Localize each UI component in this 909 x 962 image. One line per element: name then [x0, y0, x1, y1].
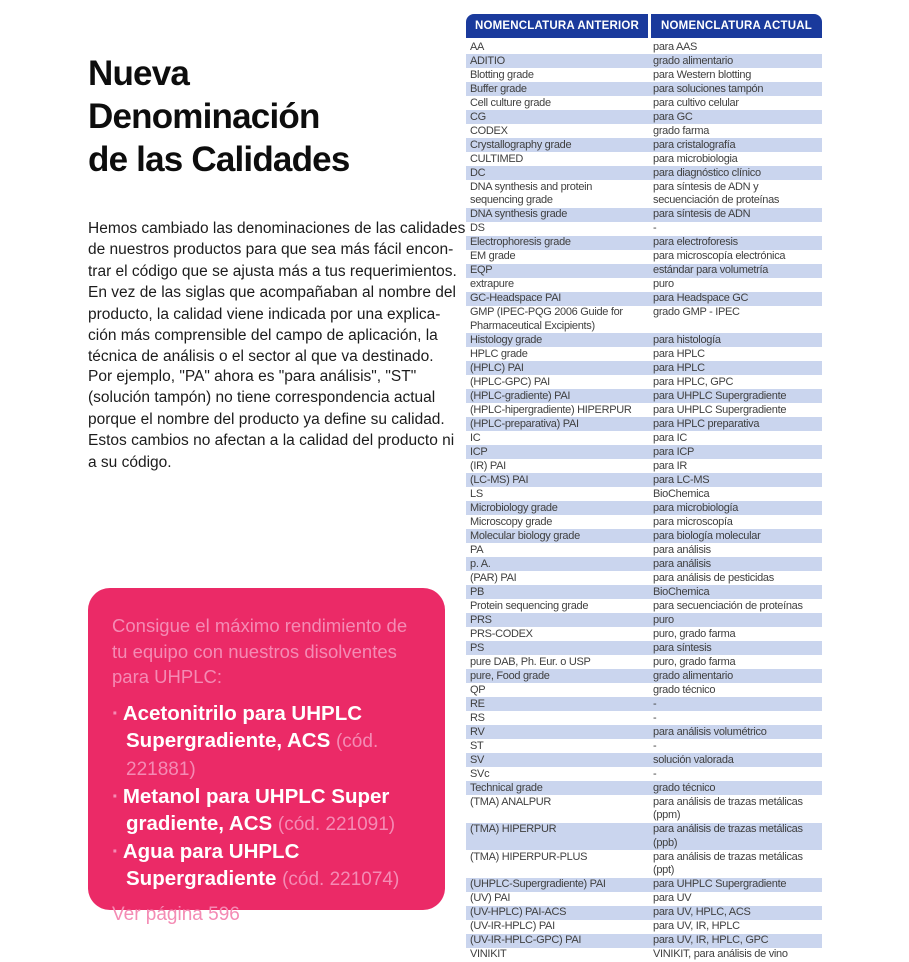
table-row [466, 250, 822, 264]
cell-nomenclatura-actual: para Headspace GC [653, 292, 749, 304]
cell-nomenclatura-actual: - [653, 697, 657, 710]
cell-nomenclatura-anterior: (TMA) HIPERPUR [470, 823, 557, 835]
table-row [466, 347, 822, 361]
table-row [466, 473, 822, 487]
table-row [466, 501, 822, 515]
cell-nomenclatura-actual: para IC [653, 431, 687, 444]
intro-paragraph [88, 218, 465, 368]
table-row [466, 487, 822, 501]
cell-nomenclatura-anterior: QP [470, 683, 486, 696]
cell-nomenclatura-actual: - [653, 739, 657, 752]
cell-nomenclatura-actual: para microscopía [653, 515, 733, 528]
table-row [466, 795, 822, 823]
promo-intro-line: para UHPLC: [112, 666, 223, 687]
cell-nomenclatura-anterior: ST [470, 739, 484, 752]
cell-nomenclatura-actual: solución valorada [653, 753, 734, 766]
table-row [466, 669, 822, 683]
cell-nomenclatura-actual: para análisis volumétrico [653, 725, 767, 738]
cell-nomenclatura-anterior: Protein sequencing grade [470, 599, 589, 612]
cell-nomenclatura-actual: - [653, 711, 657, 724]
cell-nomenclatura-actual: para IR [653, 459, 687, 472]
table-row [466, 739, 822, 753]
cell-nomenclatura-anterior: HPLC grade [470, 347, 528, 360]
cell-nomenclatura-actual: para secuenciación de proteínas [653, 599, 803, 612]
cell-nomenclatura-anterior: Microscopy grade [470, 515, 553, 528]
cell-nomenclatura-anterior: PB [470, 585, 485, 598]
paragraph-line: trar el código que se ajusta más a tus requerimientos. [88, 262, 457, 280]
cell-nomenclatura-actual: para electroforesis [653, 236, 738, 248]
cell-nomenclatura-anterior: (UV-IR-HPLC-GPC) PAI [470, 934, 582, 946]
cell-nomenclatura-anterior: Molecular biology grade [470, 529, 580, 542]
table-row [466, 850, 822, 878]
cell-nomenclatura-anterior: DNA synthesis and protein sequencing grade [470, 180, 593, 206]
table-row [466, 892, 822, 906]
cell-nomenclatura-actual: para análisis de trazas metálicas (ppb) [653, 823, 803, 849]
table-row [466, 571, 822, 585]
paragraph-line: técnica de análisis o el sector al que va destinado. [88, 348, 434, 366]
cell-nomenclatura-anterior: (LC-MS) PAI [470, 473, 529, 486]
cell-nomenclatura-actual: VINIKIT, para análisis de vino [653, 948, 788, 960]
cell-nomenclatura-anterior: EM grade [470, 250, 516, 262]
cell-nomenclatura-actual: para microbiologia [653, 152, 738, 165]
promo-product-item [112, 700, 419, 783]
paragraph-line: Por ejemplo, "PA" ahora es "para análisis", "ST" [88, 368, 417, 385]
cell-nomenclatura-actual: grado alimentario [653, 669, 733, 682]
paragraph-line: ción más comprensible del campo de aplicación, la [88, 327, 438, 345]
promo-product-name: Acetonitrilo para UHPLC Supergradiente, ACS [122, 701, 363, 752]
promo-product-item [112, 783, 419, 838]
table-row [466, 306, 822, 334]
cell-nomenclatura-anterior: Microbiology grade [470, 501, 558, 514]
cell-nomenclatura-anterior: Cell culture grade [470, 96, 551, 109]
cell-nomenclatura-anterior: LS [470, 487, 483, 500]
page-title [88, 52, 350, 181]
cell-nomenclatura-actual: BioChemica [653, 487, 710, 500]
cell-nomenclatura-actual: para análisis de trazas metálicas (ppt) [653, 850, 803, 876]
promo-intro-line: tu equipo con nuestros disolventes [112, 640, 397, 662]
cell-nomenclatura-anterior: PRS [470, 613, 492, 626]
cell-nomenclatura-actual: para microscopía electrónica [653, 250, 786, 262]
promo-product-name: Agua para UHPLC Supergradiente [122, 839, 300, 890]
cell-nomenclatura-anterior: (TMA) HIPERPUR-PLUS [470, 850, 588, 863]
table-row [466, 361, 822, 375]
cell-nomenclatura-actual: grado técnico [653, 781, 716, 794]
cell-nomenclatura-actual: para análisis [653, 557, 711, 570]
table-row [466, 683, 822, 697]
table-header [466, 14, 822, 38]
table-row [466, 431, 822, 445]
table-row [466, 655, 822, 669]
cell-nomenclatura-anterior: IC [470, 431, 481, 444]
cell-nomenclatura-actual: para UV [653, 892, 692, 904]
table-row [466, 96, 822, 110]
cell-nomenclatura-actual: para UHPLC Supergradiente [653, 878, 787, 890]
cell-nomenclatura-anterior: (HPLC-gradiente) PAI [470, 389, 571, 402]
cell-nomenclatura-anterior: extrapure [470, 278, 514, 290]
table-row [466, 543, 822, 557]
table-row [466, 236, 822, 250]
table-header-actual: NOMENCLATURA ACTUAL [651, 14, 822, 38]
bullet-icon: · [112, 701, 119, 725]
cell-nomenclatura-anterior: (UV-HPLC) PAI-ACS [470, 906, 567, 918]
cell-nomenclatura-anterior: pure DAB, Ph. Eur. o USP [470, 655, 591, 668]
paragraph-line: Estos cambios no afectan a la calidad del producto ni [88, 432, 455, 450]
nomenclature-table [466, 14, 822, 962]
cell-nomenclatura-anterior: DS [470, 222, 485, 234]
cell-nomenclatura-anterior: (UHPLC-Supergradiente) PAI [470, 878, 606, 890]
cell-nomenclatura-anterior: DC [470, 166, 486, 179]
table-row [466, 110, 822, 124]
cell-nomenclatura-anterior: Buffer grade [470, 82, 527, 95]
table-row [466, 711, 822, 725]
cell-nomenclatura-anterior: (PAR) PAI [470, 571, 517, 584]
table-row [466, 375, 822, 389]
table-row [466, 222, 822, 236]
cell-nomenclatura-actual: para ICP [653, 445, 695, 458]
table-row [466, 166, 822, 180]
cell-nomenclatura-actual: para AAS [653, 40, 698, 53]
cell-nomenclatura-actual: grado alimentario [653, 54, 733, 67]
cell-nomenclatura-anterior: CULTIMED [470, 152, 524, 165]
cell-nomenclatura-actual: para GC [653, 110, 693, 123]
table-row [466, 878, 822, 892]
promo-product-name: Metanol para UHPLC Super gradiente, ACS [122, 784, 390, 835]
cell-nomenclatura-actual: para análisis de pesticidas [653, 571, 774, 584]
cell-nomenclatura-actual: para HPLC [653, 361, 705, 374]
table-row [466, 627, 822, 641]
cell-nomenclatura-anterior: (UV-IR-HPLC) PAI [470, 920, 555, 932]
cell-nomenclatura-actual: para HPLC preparativa [653, 417, 760, 430]
cell-nomenclatura-actual: puro [653, 613, 674, 626]
cell-nomenclatura-actual: puro, grado farma [653, 627, 736, 640]
table-row [466, 292, 822, 306]
cell-nomenclatura-anterior: (HPLC-GPC) PAI [470, 375, 550, 388]
cell-nomenclatura-anterior: p. A. [470, 557, 491, 570]
cell-nomenclatura-anterior: CG [470, 110, 486, 123]
table-row [466, 389, 822, 403]
cell-nomenclatura-anterior: Crystallography grade [470, 138, 572, 151]
cell-nomenclatura-anterior: Technical grade [470, 781, 543, 794]
table-row [466, 599, 822, 613]
example-paragraph [88, 366, 454, 473]
paragraph-line: Hemos cambiado las denominaciones de las calidades [88, 220, 466, 237]
table-row [466, 278, 822, 292]
table-row [466, 40, 822, 54]
promo-product-code: (cód. 221074) [282, 868, 400, 890]
cell-nomenclatura-anterior: VINIKIT [470, 948, 507, 960]
table-row [466, 641, 822, 655]
table-row [466, 529, 822, 543]
table-row [466, 934, 822, 948]
cell-nomenclatura-anterior: Blotting grade [470, 68, 534, 81]
cell-nomenclatura-actual: puro [653, 278, 674, 290]
cell-nomenclatura-anterior: PRS-CODEX [470, 627, 533, 640]
promo-product-code: (cód. 221091) [277, 813, 396, 835]
cell-nomenclatura-anterior: GMP (IPEC-PQG 2006 Guide for Pharmaceutical Excipients) [470, 306, 623, 332]
table-row [466, 697, 822, 711]
paragraph-line: (solución tampón) no tiene correspondencia actual [88, 389, 436, 407]
table-row [466, 767, 822, 781]
cell-nomenclatura-anterior: Electrophoresis grade [470, 236, 571, 248]
table-row [466, 82, 822, 96]
table-row [466, 557, 822, 571]
table-row [466, 613, 822, 627]
cell-nomenclatura-actual: grado GMP - IPEC [653, 306, 740, 318]
cell-nomenclatura-actual: para HPLC [653, 347, 705, 360]
cell-nomenclatura-actual: para cultivo celular [653, 96, 739, 109]
cell-nomenclatura-actual: para UV, IR, HPLC [653, 920, 740, 932]
cell-nomenclatura-actual: para análisis de trazas metálicas (ppm) [653, 795, 803, 821]
cell-nomenclatura-anterior: DNA synthesis grade [470, 208, 568, 220]
cell-nomenclatura-anterior: (HPLC) PAI [470, 361, 524, 374]
promo-product-item [112, 838, 419, 893]
table-row [466, 124, 822, 138]
cell-nomenclatura-anterior: (HPLC-hipergradiente) HIPERPUR [470, 403, 632, 416]
page-title-line: Nueva [88, 54, 190, 93]
table-row [466, 725, 822, 739]
page-title-line: Denominación [88, 97, 320, 136]
cell-nomenclatura-anterior: ICP [470, 445, 488, 458]
table-row [466, 753, 822, 767]
paragraph-line: a su código. [88, 453, 172, 471]
cell-nomenclatura-anterior: CODEX [470, 124, 508, 137]
cell-nomenclatura-actual: BioChemica [653, 585, 710, 598]
table-row [466, 823, 822, 851]
cell-nomenclatura-anterior: pure, Food grade [470, 669, 550, 682]
table-row [466, 459, 822, 473]
table-header-anterior: NOMENCLATURA ANTERIOR [466, 14, 648, 38]
promo-intro [112, 613, 419, 690]
table-row [466, 920, 822, 934]
promo-page-reference: Ver página 596 [112, 903, 240, 925]
cell-nomenclatura-actual: para biología molecular [653, 529, 761, 542]
cell-nomenclatura-actual: grado técnico [653, 683, 716, 696]
table-row [466, 781, 822, 795]
cell-nomenclatura-anterior: ADITIO [470, 54, 505, 67]
table-row [466, 948, 822, 962]
table-row [466, 68, 822, 82]
table-row [466, 180, 822, 208]
promo-box [88, 588, 445, 925]
cell-nomenclatura-anterior: GC-Headspace PAI [470, 292, 561, 304]
table-row [466, 208, 822, 222]
cell-nomenclatura-actual: para soluciones tampón [653, 82, 764, 95]
cell-nomenclatura-actual: para síntesis de ADN [653, 208, 751, 220]
table-row [466, 403, 822, 417]
cell-nomenclatura-actual: para diagnóstico clínico [653, 166, 761, 179]
cell-nomenclatura-actual: para HPLC, GPC [653, 375, 734, 388]
table-row [466, 138, 822, 152]
cell-nomenclatura-actual: para cristalografía [653, 138, 736, 151]
table-row [466, 515, 822, 529]
bullet-icon: · [112, 839, 119, 863]
bullet-icon: · [112, 784, 119, 808]
cell-nomenclatura-anterior: (UV) PAI [470, 892, 511, 904]
promo-intro-line: Consigue el máximo rendimiento de [112, 615, 408, 636]
table-body [466, 40, 822, 962]
cell-nomenclatura-actual: para UV, HPLC, ACS [653, 906, 751, 918]
table-row [466, 54, 822, 68]
table-row [466, 264, 822, 278]
cell-nomenclatura-actual: para síntesis [653, 641, 712, 654]
promo-product-code: (cód. 221881) [126, 730, 379, 780]
table-row [466, 417, 822, 431]
cell-nomenclatura-anterior: RS [470, 711, 485, 724]
table-row [466, 906, 822, 920]
cell-nomenclatura-actual: para LC-MS [653, 473, 710, 486]
paragraph-line: porque el nombre del producto ya define su calidad. [88, 410, 445, 428]
cell-nomenclatura-anterior: (IR) PAI [470, 459, 506, 472]
cell-nomenclatura-anterior: RV [470, 725, 485, 738]
page-title-line: de las Calidades [88, 140, 350, 179]
cell-nomenclatura-anterior: (TMA) ANALPUR [470, 795, 552, 808]
cell-nomenclatura-actual: para UHPLC Supergradiente [653, 389, 787, 402]
cell-nomenclatura-actual: para UHPLC Supergradiente [653, 403, 787, 416]
cell-nomenclatura-actual: puro, grado farma [653, 655, 736, 668]
table-row [466, 152, 822, 166]
cell-nomenclatura-anterior: SVc [470, 767, 490, 780]
paragraph-line: de nuestros productos para que sea más fácil encon- [88, 241, 454, 259]
cell-nomenclatura-actual: para histología [653, 333, 721, 346]
cell-nomenclatura-anterior: PS [470, 641, 485, 654]
paragraph-line: producto, la calidad viene indicada por una explica- [88, 305, 441, 323]
promo-product-list [112, 700, 419, 893]
cell-nomenclatura-anterior: Histology grade [470, 333, 542, 346]
cell-nomenclatura-anterior: SV [470, 753, 485, 766]
paragraph-line: En vez de las siglas que acompañaban al nombre del [88, 284, 456, 302]
cell-nomenclatura-actual: - [653, 222, 657, 234]
table-row [466, 445, 822, 459]
cell-nomenclatura-actual: para UV, IR, HPLC, GPC [653, 934, 769, 946]
cell-nomenclatura-actual: para análisis [653, 543, 711, 556]
table-row [466, 333, 822, 347]
table-row [466, 585, 822, 599]
cell-nomenclatura-actual: para síntesis de ADN y secuenciación de proteínas [653, 180, 780, 206]
cell-nomenclatura-actual: - [653, 767, 657, 780]
cell-nomenclatura-actual: estándar para volumetría [653, 264, 769, 276]
cell-nomenclatura-actual: para microbiología [653, 501, 739, 514]
cell-nomenclatura-anterior: EQP [470, 264, 493, 276]
cell-nomenclatura-anterior: AA [470, 40, 485, 53]
cell-nomenclatura-actual: para Western blotting [653, 68, 752, 81]
cell-nomenclatura-actual: grado farma [653, 124, 710, 137]
cell-nomenclatura-anterior: PA [470, 543, 484, 556]
cell-nomenclatura-anterior: (HPLC-preparativa) PAI [470, 417, 579, 430]
cell-nomenclatura-anterior: RE [470, 697, 485, 710]
